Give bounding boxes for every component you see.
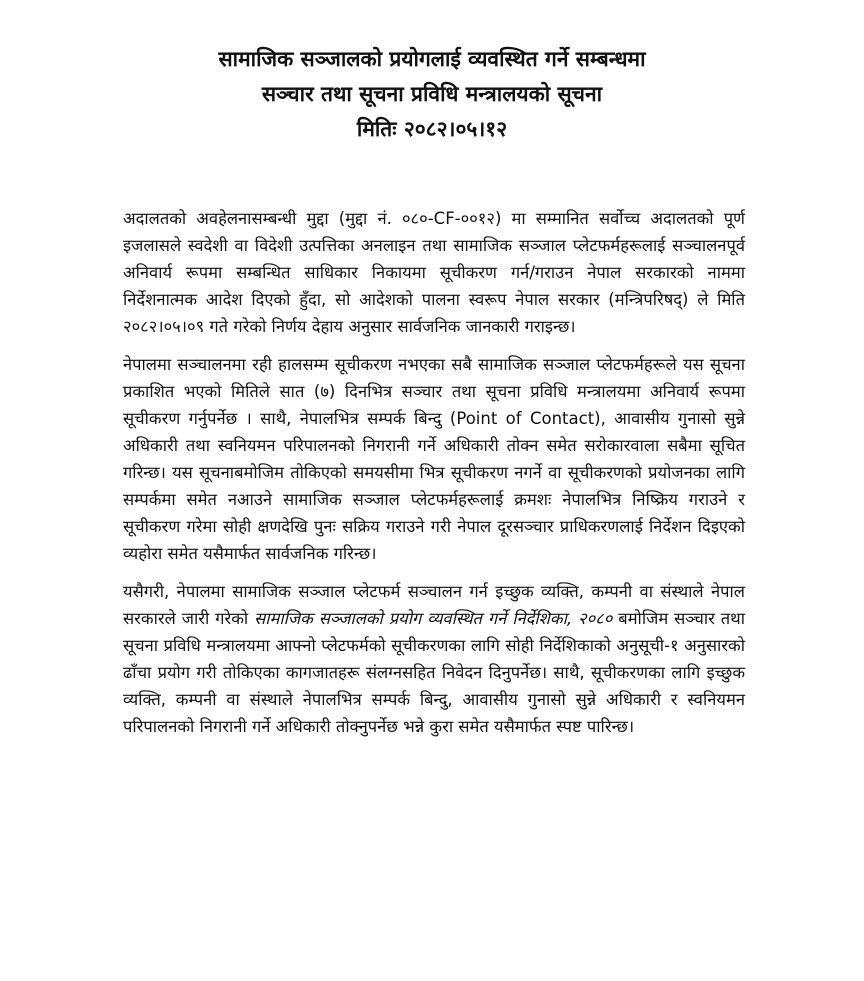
notice-title-line-1: सामाजिक सञ्जालको प्रयोगलाई व्यवस्थित गर्ने सम्बन्धमा	[218, 47, 646, 71]
paragraph-court-order: अदालतको अवहेलनासम्बन्धी मुद्दा (मुद्दा नं. ०८०-CF-००१२) मा सम्मानित सर्वोच्च अदालतको पूर्ण इजलासले स्वदेशी वा विदेशी उत्पत्तिका अनलाइन तथा सामाजिक सञ्जाल प्लेटफर्महरूलाई सञ्चालनपूर्व अनिवार्य रूपमा सम्बन्धित साधिकार निकायमा सूचीकरण गर्न/गराउन नेपाल सरकारको नाममा निर्देशनात्मक आदेश दिएको हुँदा, सो आदेशको पालना स्वरूप नेपाल सरकार (मन्त्रिपरिषद्) ले मिति २०८२।०५।०९ गते गरेको निर्णय देहाय अनुसार सार्वजनिक जानकारी गराइन्छ।	[123, 209, 745, 336]
paragraph-registration-procedure	[123, 578, 745, 740]
paragraph-3-start: यसैगरी, नेपालमा सामाजिक सञ्जाल प्लेटफर्म सञ्चालन गर्न इच्छुक व्यक्ति, कम्पनी वा संस्थाले नेपाल सरकारले जारी गरेको	[123, 582, 745, 628]
paragraph-3-end: बमोजिम सञ्चार तथा सूचना प्रविधि मन्त्रालयमा आफ्नो प्लेटफर्मको सूचीकरणका लागि सोही निर्देशिकाको अनुसूची-१ अनुसारको ढाँचा प्रयोग गरी तोकिएका कागजातहरू संलग्नसहित निवेदन दिनुपर्नेछ। साथै, सूचीकरणका लागि इच्छुक व्यक्ति, कम्पनी वा संस्थाले नेपालभित्र सम्पर्क बिन्दु, आवासीय गुनासो सुन्ने अधिकारी र स्वनियमन परिपालनको निगरानी गर्ने अधिकारी तोक्नुपर्नेछ भन्ने कुरा समेत यसैमार्फत स्पष्ट पारिन्छ।	[123, 609, 745, 736]
notice-header	[0, 42, 864, 147]
paragraph-registration-deadline: नेपालमा सञ्चालनमा रही हालसम्म सूचीकरण नभएका सबै सामाजिक सञ्जाल प्लेटफर्महरूले यस सूचना प्रकाशित भएको मितिले सात (७) दिनभित्र सञ्चार तथा सूचना प्रविधि मन्त्रालयमा अनिवार्य रूपमा सूचीकरण गर्नुपर्नेछ । साथै, नेपालभित्र सम्पर्क बिन्दु (Point of Contact), आवासीय गुनासो सुन्ने अधिकारी तथा स्वनियमन परिपालनको निगरानी गर्ने अधिकारी तोक्न समेत सरोकारवाला सबैमा सूचित गरिन्छ। यस सूचनाबमोजिम तोकिएको समयसीमा भित्र सूचीकरण नगर्ने वा सूचीकरणको प्रयोजनका लागि सम्पर्कमा समेत नआउने सामाजिक सञ्जाल प्लेटफर्महरूलाई क्रमशः नेपालभित्र निष्क्रिय गराउने र सूचीकरण गरेमा सोही क्षणदेखि पुनः सक्रिय गराउने गरी नेपाल दूरसञ्चार प्राधिकरणलाई निर्देशन दिइएको व्यहोरा समेत यसैमार्फत सार्वजनिक गरिन्छ।	[123, 355, 745, 563]
notice-date: मितिः २०८२।०५।१२	[356, 117, 508, 141]
directive-title: सामाजिक सञ्जालको प्रयोग व्यवस्थित गर्ने निर्देशिका, २०८०	[254, 609, 613, 628]
notice-title-line-2: सञ्चार तथा सूचना प्रविधि मन्त्रालयको सूचना	[261, 82, 603, 106]
notice-body	[123, 205, 745, 751]
